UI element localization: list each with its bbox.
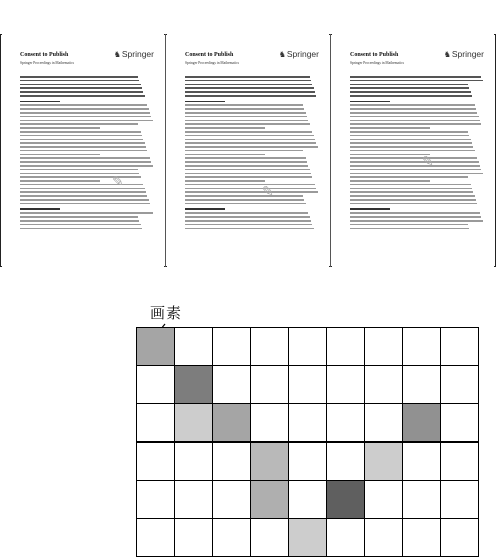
pixel-cell (174, 480, 213, 519)
pixel-cell (288, 518, 327, 557)
pencil-watermark-icon: ✎ (112, 174, 124, 190)
pixel-cell (440, 480, 479, 519)
page-title: Consent to Publish (185, 52, 234, 58)
logo-text: Springer (451, 49, 484, 59)
pixel-cell (136, 403, 175, 442)
pixel-cell (212, 365, 251, 404)
pixel-cell (174, 442, 213, 481)
pixel-cell (440, 327, 479, 366)
pixel-cell (136, 365, 175, 404)
page-subtitle: Springer Proceedings in Mathematics (185, 61, 239, 65)
pixel-cell (326, 327, 365, 366)
pixel-cell (288, 327, 327, 366)
pixel-cell (288, 480, 327, 519)
pixel-cell (136, 442, 175, 481)
pixel-cell (326, 480, 365, 519)
pixel-cell (174, 403, 213, 442)
logo-text: Springer (286, 49, 319, 59)
pixel-cell (364, 442, 403, 481)
pixel-cell (364, 403, 403, 442)
horse-icon: ♞ (113, 50, 121, 59)
pixel-cell (288, 365, 327, 404)
page-title: Consent to Publish (20, 52, 69, 58)
pixel-cell (326, 442, 365, 481)
pixel-grid (136, 327, 478, 556)
pixel-cell (364, 365, 403, 404)
pixel-cell (212, 442, 251, 481)
horse-icon: ♞ (443, 50, 451, 59)
pixel-cell (364, 480, 403, 519)
pixel-cell (250, 327, 289, 366)
pixel-cell (364, 518, 403, 557)
pixel-cell (326, 365, 365, 404)
pixel-cell (250, 518, 289, 557)
pixel-cell (402, 480, 441, 519)
pencil-watermark-icon: ✎ (262, 184, 274, 200)
pixel-label: 画素 (150, 304, 183, 322)
pixel-cell (288, 403, 327, 442)
pixel-cell (136, 327, 175, 366)
pixel-cell (212, 480, 251, 519)
pixel-cell (136, 518, 175, 557)
pixel-cell (364, 327, 403, 366)
page-subtitle: Springer Proceedings in Mathematics (20, 61, 74, 65)
pixel-cell (326, 403, 365, 442)
pixel-cell (250, 442, 289, 481)
pixel-cell (250, 480, 289, 519)
page-subtitle: Springer Proceedings in Mathematics (350, 61, 404, 65)
pixel-cell (288, 442, 327, 481)
horse-icon: ♞ (278, 50, 286, 59)
pixel-cell (250, 365, 289, 404)
pixel-cell (174, 365, 213, 404)
pixel-cell (402, 403, 441, 442)
pencil-watermark-icon: ✎ (422, 154, 434, 170)
pixel-cell (402, 327, 441, 366)
pixel-cell (174, 518, 213, 557)
pixel-cell (440, 365, 479, 404)
logo-text: Springer (121, 49, 154, 59)
pixel-cell (440, 442, 479, 481)
pixel-cell (402, 518, 441, 557)
pixel-cell (212, 518, 251, 557)
page-title: Consent to Publish (350, 52, 399, 58)
pixel-cell (174, 327, 213, 366)
pixel-cell (136, 480, 175, 519)
pixel-cell (440, 403, 479, 442)
pixel-cell (326, 518, 365, 557)
pixel-cell (212, 403, 251, 442)
pixel-cell (440, 518, 479, 557)
pixel-cell (402, 442, 441, 481)
pixel-cell (250, 403, 289, 442)
pixel-cell (402, 365, 441, 404)
pixel-cell (212, 327, 251, 366)
